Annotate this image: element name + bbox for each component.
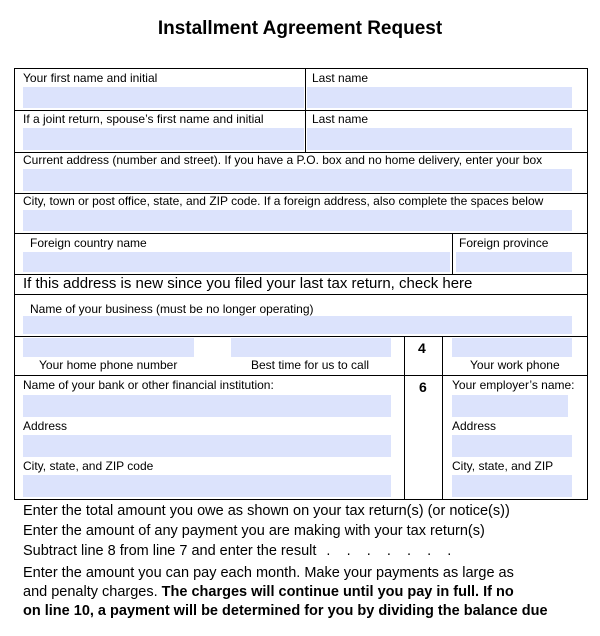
foreign-province-label: Foreign province — [459, 236, 549, 250]
divider — [14, 336, 588, 337]
foreign-country-field[interactable] — [23, 252, 450, 272]
employer-city-field[interactable] — [452, 475, 572, 497]
divider — [14, 294, 588, 295]
best-time-field[interactable] — [231, 338, 391, 357]
work-phone-label: Your work phone — [470, 358, 560, 372]
instruction-line-10b-plain: and penalty charges. — [23, 584, 162, 600]
business-name-field[interactable] — [23, 316, 572, 334]
spouse-first-name-label: If a joint return, spouse’s first name and initial — [23, 112, 264, 126]
city-label: City, town or post office, state, and ZIP code. If a foreign address, also complete the spaces below — [23, 194, 544, 208]
divider — [14, 68, 15, 500]
spouse-last-name-field[interactable] — [307, 128, 572, 150]
business-name-label: Name of your business (must be no longer operating) — [30, 302, 314, 316]
spouse-last-name-label: Last name — [312, 112, 369, 126]
bank-name-field[interactable] — [23, 395, 391, 417]
divider — [14, 233, 588, 234]
first-name-label: Your first name and initial — [23, 71, 158, 85]
divider — [305, 68, 306, 152]
foreign-country-label: Foreign country name — [30, 236, 147, 250]
bank-city-label: City, state, and ZIP code — [23, 459, 154, 473]
current-address-label: Current address (number and street). If you have a P.O. box and no home delivery, enter your box — [23, 153, 543, 167]
bank-city-field[interactable] — [23, 475, 391, 497]
bank-address-field[interactable] — [23, 435, 391, 457]
divider — [452, 233, 453, 274]
employer-address-label: Address — [452, 419, 497, 433]
instruction-line-9 — [23, 542, 451, 560]
divider — [442, 336, 443, 499]
instruction-line-10b — [23, 583, 514, 601]
divider — [14, 110, 588, 111]
spouse-first-name-field[interactable] — [23, 128, 304, 150]
instruction-line-10c: on line 10, a payment will be determined for you by dividing the balance due — [23, 603, 548, 619]
page-title: Installment Agreement Request — [157, 18, 443, 39]
first-name-field[interactable] — [23, 87, 304, 108]
dot-leader: . . . . . . . — [326, 543, 452, 559]
instruction-line-10a: Enter the amount you can pay each month. Make your payments as large as — [23, 565, 514, 581]
instruction-line-7: Enter the total amount you owe as shown on your tax return(s) (or notice(s)) — [23, 503, 510, 519]
new-address-text: If this address is new since you filed your last tax return, check here — [23, 275, 473, 292]
divider — [587, 68, 588, 500]
last-name-label: Last name — [312, 71, 369, 85]
line-number-4: 4 — [418, 340, 426, 356]
foreign-province-field[interactable] — [456, 252, 572, 272]
divider — [404, 336, 405, 499]
instruction-line-8: Enter the amount of any payment you are making with your tax return(s) — [23, 523, 485, 539]
divider — [14, 68, 588, 69]
line-number-6: 6 — [419, 379, 427, 395]
home-phone-label: Your home phone number — [39, 358, 178, 372]
best-time-label: Best time for us to call — [251, 358, 370, 372]
work-phone-field[interactable] — [452, 338, 572, 357]
bank-name-label: Name of your bank or other financial institution: — [23, 378, 274, 392]
divider — [14, 499, 588, 500]
employer-name-label: Your employer’s name: — [452, 378, 575, 392]
current-address-field[interactable] — [23, 169, 572, 191]
employer-address-field[interactable] — [452, 435, 572, 457]
instruction-line-10b-bold: The charges will continue until you pay in full. If no — [161, 584, 514, 600]
bank-address-label: Address — [23, 419, 68, 433]
instruction-line-9-text: Subtract line 8 from line 7 and enter the result — [23, 543, 317, 559]
last-name-field[interactable] — [307, 87, 572, 108]
city-field[interactable] — [23, 210, 572, 231]
home-phone-field[interactable] — [23, 338, 194, 357]
divider — [14, 375, 588, 376]
employer-name-field[interactable] — [452, 395, 568, 417]
employer-city-label: City, state, and ZIP — [452, 459, 554, 473]
